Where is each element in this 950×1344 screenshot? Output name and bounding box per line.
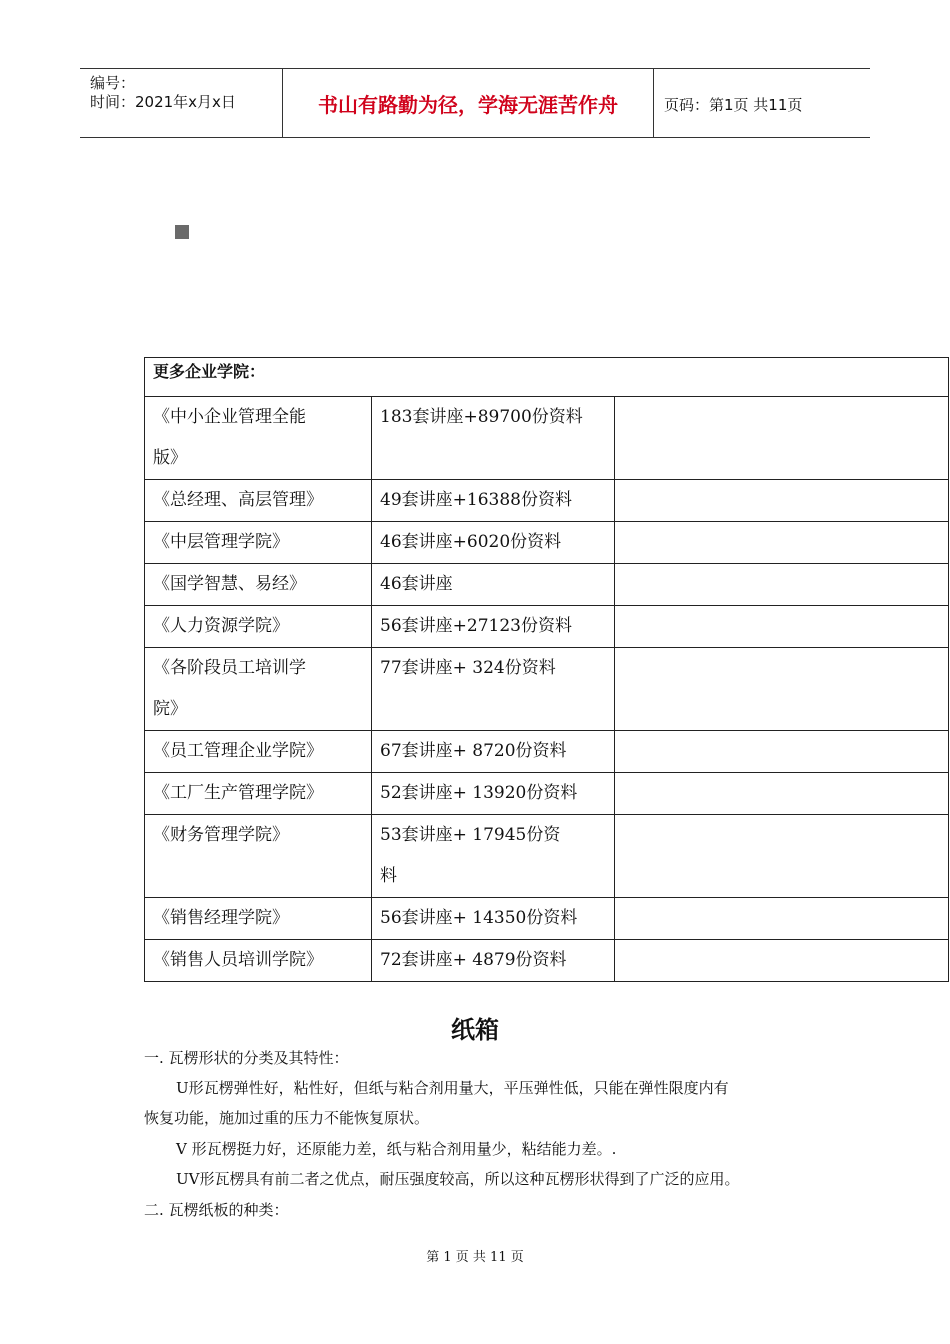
course-desc: 46套讲座 — [372, 564, 615, 606]
header-motto: 书山有路勤为径，学海无涯苦作舟 — [283, 69, 654, 137]
course-desc: 67套讲座+ 8720份资料 — [372, 731, 615, 773]
course-name: 《中小企业管理全能 版》 — [145, 397, 372, 480]
table-row — [145, 564, 949, 606]
document-header — [80, 68, 870, 138]
table-row — [145, 731, 949, 773]
course-desc: 77套讲座+ 324份资料 — [372, 648, 615, 731]
courses-table — [144, 357, 949, 982]
course-extra — [615, 898, 949, 940]
course-extra — [615, 815, 949, 898]
course-extra — [615, 564, 949, 606]
course-name: 《销售经理学院》 — [145, 898, 372, 940]
table-row — [145, 815, 949, 898]
course-name: 《人力资源学院》 — [145, 606, 372, 648]
course-desc: 183套讲座+89700份资料 — [372, 397, 615, 480]
number-label: 编号： — [90, 74, 136, 92]
table-row — [145, 397, 949, 480]
course-name: 《财务管理学院》 — [145, 815, 372, 898]
course-desc: 46套讲座+6020份资料 — [372, 522, 615, 564]
table-header-row — [145, 358, 949, 397]
course-desc: 49套讲座+16388份资料 — [372, 480, 615, 522]
paragraph-u-shape-line2: 恢复功能，施加过重的压力不能恢复原状。 — [144, 1109, 430, 1127]
course-extra — [615, 731, 949, 773]
course-extra — [615, 606, 949, 648]
gray-square-icon — [175, 225, 189, 239]
table-row — [145, 480, 949, 522]
course-desc: 53套讲座+ 17945份资 料 — [372, 815, 615, 898]
table-row — [145, 898, 949, 940]
course-name: 《中层管理学院》 — [145, 522, 372, 564]
header-page-info: 页码：第1页 共11页 — [664, 96, 803, 114]
table-row — [145, 773, 949, 815]
paragraph-uv-shape: UV形瓦楞具有前二者之优点，耐压强度较高，所以这种瓦楞形状得到了广泛的应用。 — [176, 1170, 740, 1188]
table-row — [145, 606, 949, 648]
course-extra — [615, 397, 949, 480]
time-label: 时间：2021年x月x日 — [90, 93, 236, 111]
course-name: 《各阶段员工培训学 院》 — [145, 648, 372, 731]
course-extra — [615, 773, 949, 815]
paragraph-v-shape: V 形瓦楞挺力好，还原能力差，纸与粘合剂用量少，粘结能力差。. — [176, 1140, 617, 1158]
section-heading-1: 一. 瓦楞形状的分类及其特性： — [144, 1049, 349, 1067]
course-name: 《员工管理企业学院》 — [145, 731, 372, 773]
course-name: 《国学智慧、易经》 — [145, 564, 372, 606]
course-desc: 56套讲座+27123份资料 — [372, 606, 615, 648]
paragraph-u-shape-line1: U形瓦楞弹性好，粘性好，但纸与粘合剂用量大，平压弹性低，只能在弹性限度内有 — [176, 1079, 729, 1097]
course-name: 《销售人员培训学院》 — [145, 940, 372, 982]
table-row — [145, 648, 949, 731]
course-extra — [615, 940, 949, 982]
course-desc: 56套讲座+ 14350份资料 — [372, 898, 615, 940]
course-name: 《总经理、高层管理》 — [145, 480, 372, 522]
section-heading-2: 二. 瓦楞纸板的种类： — [144, 1201, 289, 1219]
header-meta-cell — [80, 69, 283, 137]
course-extra — [615, 522, 949, 564]
course-desc: 72套讲座+ 4879份资料 — [372, 940, 615, 982]
table-row — [145, 940, 949, 982]
table-row — [145, 522, 949, 564]
course-extra — [615, 480, 949, 522]
course-desc: 52套讲座+ 13920份资料 — [372, 773, 615, 815]
article-title: 纸箱 — [451, 1016, 499, 1044]
page-footer: 第 1 页 共 11 页 — [426, 1250, 524, 1265]
course-name: 《工厂生产管理学院》 — [145, 773, 372, 815]
course-extra — [615, 648, 949, 731]
courses-heading: 更多企业学院： — [145, 358, 949, 397]
